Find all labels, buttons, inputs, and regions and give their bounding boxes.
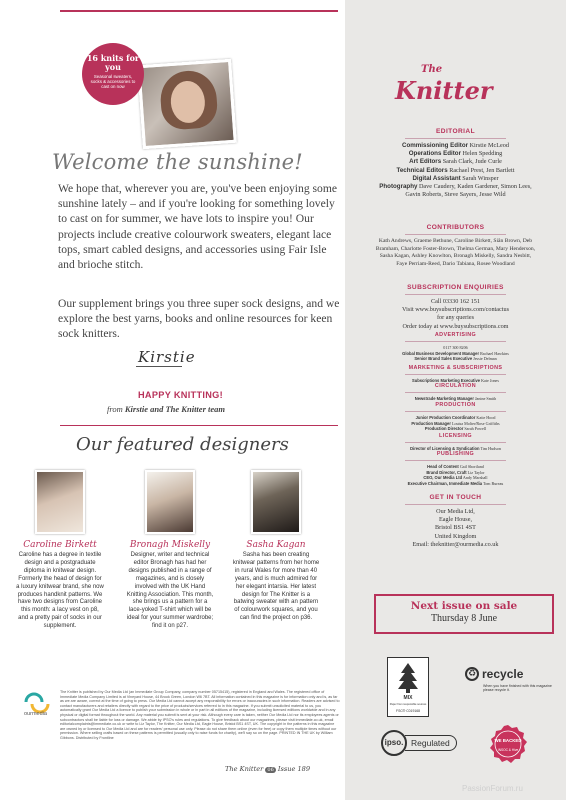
role: Art Editors bbox=[409, 158, 442, 166]
next-issue-box bbox=[374, 594, 554, 634]
designer-photo bbox=[251, 470, 301, 534]
contributors-section bbox=[345, 224, 566, 268]
advertising-line bbox=[345, 356, 566, 362]
role: Production Director bbox=[424, 426, 464, 431]
recycle-row bbox=[465, 667, 555, 681]
watermark: PassionForum.ru bbox=[462, 784, 523, 793]
intro-paragraph-2: Our supplement brings you three super sock designs, and we explore the best yarns, books and online resources for keen sock knitters. bbox=[58, 297, 340, 341]
from-prefix: from bbox=[107, 404, 123, 414]
production-section bbox=[345, 402, 566, 432]
we-backed-badge-icon bbox=[488, 724, 528, 764]
contributors-list: Kath Andrews, Graeme Bethune, Caroline Birkett, Siân Brown, Deb Bramham, Charlotte Foster-Brown, Thelma German, Mary Henderson, Sasha Kagan, Ashley Knowlton, Bronagh Miskelly, Sandra Nesbitt, Faye Perriam-Reed, Dario Tabiana, Rosee Woodland bbox=[375, 238, 536, 267]
person: Liz Taylor bbox=[467, 469, 485, 475]
person: Tim Hudson bbox=[480, 446, 501, 451]
role: Global Business Development Manager bbox=[402, 350, 480, 356]
role: Operations Editor bbox=[408, 150, 461, 158]
licensing-section bbox=[345, 433, 566, 452]
ipso-logo-icon: ipso. bbox=[381, 730, 407, 756]
editorial-line bbox=[345, 175, 566, 183]
editorial-section bbox=[345, 128, 566, 199]
designer-card[interactable] bbox=[232, 470, 320, 623]
logo-the: The bbox=[421, 64, 443, 75]
contributors-heading: CONTRIBUTORS bbox=[426, 224, 485, 231]
production-heading: PRODUCTION bbox=[435, 402, 476, 408]
contact-email[interactable]: Email: theknitter@ourmedia.co.uk bbox=[412, 540, 499, 548]
fsc-mix: MIX bbox=[403, 695, 413, 701]
editorial-line bbox=[345, 150, 566, 158]
fsc-logo-icon bbox=[387, 657, 429, 717]
role: Director of Licensing & Syndication bbox=[410, 446, 480, 451]
contact-heading: GET IN TOUCH bbox=[429, 494, 482, 501]
address-line: United Kingdom bbox=[434, 532, 477, 540]
role: Head of Content bbox=[427, 464, 459, 469]
logo-knitter: Knitter bbox=[395, 76, 493, 105]
editor-signature: Kirstie bbox=[138, 348, 196, 366]
badge-subtitle: Seasonal sweaters, socks & accessories to cast on now bbox=[90, 74, 136, 90]
role: Technical Editors bbox=[396, 166, 448, 174]
intro-paragraph-1: We hope that, wherever you are, you've been enjoying some sunshine lately – and if you're looking for something lovely to cast on for summer, we have lots to inspire you! Our projects include creative colourwork sweaters, elegant lace tops, smart cabled designs, and accessories using Fair Isle and brioche stitch. bbox=[58, 182, 337, 272]
editorial-line bbox=[345, 158, 566, 166]
section-rule bbox=[405, 442, 506, 443]
address-line: Our Media Ltd, bbox=[436, 508, 475, 515]
section-rule bbox=[405, 234, 506, 235]
recycle-text: recycle bbox=[482, 667, 524, 681]
footer-title: The Knitter bbox=[225, 765, 264, 773]
role: Newstrade Marketing Manager bbox=[414, 396, 474, 401]
person: Tom Bureau bbox=[483, 480, 504, 486]
designer-bio: Caroline has a degree in textile design and a postgraduate diploma in knitwear design. Formerly the head of design for a luxury knitwear brand, she now produces handknit patterns. We have two designs from Caroline this month: a lacy vest on p8, and a pretty pair of socks in our supplement. bbox=[16, 552, 104, 630]
production-line bbox=[345, 426, 566, 432]
advertising-section bbox=[345, 332, 566, 362]
person: Gail Shortland bbox=[459, 464, 484, 469]
designer-bio: Sasha has been creating knitwear patterns from her home in rural Wales for more than 40 years, and is much admired for her elegant intarsia. Her latest design for The Knitter is a batwing sweater with an pattern of colourwork squares, and you can find the project on p36. bbox=[232, 552, 320, 622]
role: Subscriptions Marketing Executive bbox=[412, 378, 481, 383]
recycle-badge bbox=[465, 667, 555, 693]
person: Louisa Molter/Rose Griffiths bbox=[451, 420, 500, 426]
section-rule bbox=[405, 374, 506, 375]
top-rule bbox=[60, 10, 338, 12]
designer-photo bbox=[145, 470, 195, 534]
issue-number: Issue 189 bbox=[277, 765, 311, 773]
ourmedia-wordmark: ourmedia bbox=[24, 711, 47, 716]
subscription-order[interactable]: Order today at www.buysubscriptions.com bbox=[402, 322, 509, 330]
editor-portrait bbox=[137, 59, 237, 149]
recycle-subtext: When you have finished with this magazine please recycle it. bbox=[483, 684, 552, 693]
fsc-text: Paper from responsible sources bbox=[389, 703, 427, 706]
circulation-section bbox=[345, 383, 566, 402]
person: Sarah Winsper bbox=[462, 174, 499, 182]
role: Digital Assistant bbox=[412, 174, 461, 182]
circulation-heading: CIRCULATION bbox=[434, 383, 477, 389]
address-line: Bristol BS1 4ST bbox=[435, 524, 476, 532]
role: Senior Brand Sales Executive bbox=[414, 356, 473, 361]
section-rule bbox=[405, 504, 506, 505]
signature-underline bbox=[136, 366, 182, 367]
next-issue-date: Thursday 8 June bbox=[430, 613, 498, 624]
role: Executive Chairman, Immediate Media bbox=[407, 480, 483, 486]
subscription-visit[interactable]: Visit www.buysubscriptions.com/contactus bbox=[402, 306, 509, 314]
person: Dave Caudery, Kaden Gardener, Simon Lees, Gavin Roberts, Steve Sayers, Jesse Wild bbox=[405, 183, 532, 199]
role: Brand Director, Craft bbox=[426, 469, 467, 475]
person: Sarah Clark, Jude Curle bbox=[442, 158, 502, 166]
designer-bio: Designer, writer and technical editor Bronagh has had her designs published in a range of magazines, and is closely involved with the UK Hand Knitting Association. This month, she brings us a pattern for a lace-yoked T-shirt which will be ideal for your summer wardrobe; find it on p27. bbox=[126, 552, 214, 630]
section-rule bbox=[405, 411, 506, 412]
subscription-queries: for any queries bbox=[436, 314, 475, 322]
person: Jessie Delman bbox=[473, 356, 497, 361]
person: Sarah Powell bbox=[464, 426, 487, 431]
person: Janine Smith bbox=[474, 396, 497, 401]
subscription-call: Call 03330 162 151 bbox=[431, 298, 480, 305]
person: Kirstie McLeod bbox=[469, 142, 509, 149]
designer-card[interactable] bbox=[126, 470, 214, 631]
role: Production Manager bbox=[411, 420, 451, 426]
person: Andy Marshall bbox=[462, 475, 488, 480]
advertising-phone: 0117 300 8206 bbox=[443, 345, 468, 350]
page-footer bbox=[225, 765, 310, 773]
editorial-line bbox=[345, 183, 566, 199]
role: Commissioning Editor bbox=[402, 142, 469, 149]
we-backed-text: WE BACKED bbox=[494, 738, 522, 743]
subscription-heading: SUBSCRIPTION ENQUIRIES bbox=[407, 284, 504, 291]
editorial-line bbox=[345, 167, 566, 175]
role: Junior Production Coordinator bbox=[415, 415, 476, 420]
knits-badge[interactable] bbox=[82, 43, 144, 105]
address-line: Eagle House, bbox=[439, 516, 472, 524]
section-rule bbox=[405, 294, 506, 295]
circulation-line bbox=[345, 396, 566, 402]
insoc-text: INSOC & Hive bbox=[497, 748, 519, 752]
person: Rachael Prest, Jen Bartlett bbox=[449, 166, 515, 174]
happy-knitting: HAPPY KNITTING! bbox=[138, 390, 223, 400]
section-rule bbox=[405, 138, 506, 139]
subscription-section bbox=[345, 284, 566, 331]
fsc-code: FSC® C019168 bbox=[396, 709, 420, 713]
designer-name: Caroline Birkett bbox=[23, 540, 97, 550]
publishing-heading: PUBLISHING bbox=[436, 451, 475, 457]
ourmedia-logo bbox=[22, 690, 52, 716]
featured-rule bbox=[60, 425, 338, 426]
from-line bbox=[107, 404, 225, 414]
small-print: The Knitter is published by Our Media Ltd (an Immediate Group Company, company number 05715415), registered in England and Wales. The registered office of Immediate Media Company Limited is at Vineyard House, 44 Brook Green, London W6 7BT. All information contained in this magazine is for information only and is, as far as we are aware, correct at the time of going to press. Our Media Ltd cannot accept any responsibility for errors or inaccuracies in such information. Readers are advised to contact manufacturers and retailers directly with regard to the price of products/services referred to in this magazine. If you submit unsolicited material to us, you automatically grant Our Media Ltd a licence to publish your submission in whole or in part in all editions of the magazine, including licensed editions worldwide and in any physical or digital format throughout the world. Any material you submit is sent at your risk. Although every care is taken, neither Our Media Ltd nor its employees agents or subcontractors shall be liable for loss or damage. We abide by IPSO's rules and regulations. To give feedback about our magazines, please visit immediate.co.uk, email editorialcomplaints@immediate.co.uk or write to Liz Taylor, The Knitter, Our Media Ltd, Eagle House, Bristol BS1 4ST, UK. The copyright in the patterns in this magazine are owned by or licensed to Our Media Ltd and are for readers' personal use only. Please do not share them online (even for free) or copy them multiple times without our permission. Where selling crafts based on these patterns is permitted (usually only to raise funds for charity), we'll say so on the page. PRINTED IN THE UK by William Gibbons. Distributed by Frontline bbox=[60, 690, 340, 740]
featured-title: Our featured designers bbox=[76, 434, 289, 455]
person: Helen Spedding bbox=[462, 150, 503, 158]
section-rule bbox=[405, 392, 506, 393]
publishing-line bbox=[345, 481, 566, 487]
recycle-icon: ♻ bbox=[465, 667, 479, 681]
ipso-badge bbox=[381, 730, 471, 756]
page-number: 06 bbox=[267, 767, 274, 773]
designer-card[interactable] bbox=[16, 470, 104, 631]
ipso-regulated: Regulated bbox=[405, 735, 457, 751]
role: Photography bbox=[379, 183, 418, 191]
next-issue-title: Next issue on sale bbox=[410, 600, 518, 612]
editorial-line bbox=[345, 142, 566, 150]
person: Kate Jones bbox=[481, 378, 499, 383]
marketing-section bbox=[345, 365, 566, 384]
section-rule bbox=[405, 460, 506, 461]
welcome-heading: Welcome the sunshine! bbox=[52, 150, 303, 174]
marketing-heading: MARKETING & SUBSCRIPTIONS bbox=[408, 365, 503, 371]
designer-name: Bronagh Miskelly bbox=[129, 540, 211, 550]
designer-name: Sasha Kagan bbox=[246, 540, 306, 550]
role: CEO, Our Media Ltd bbox=[423, 475, 463, 480]
person: Katie Hood bbox=[476, 415, 496, 420]
badge-title: 16 knits for you bbox=[86, 53, 140, 72]
person: Rachael Hawkins bbox=[480, 350, 509, 356]
advertising-heading: ADVERTISING bbox=[434, 332, 477, 338]
publishing-section bbox=[345, 451, 566, 486]
licensing-heading: LICENSING bbox=[439, 433, 472, 439]
designer-photo bbox=[35, 470, 85, 534]
editorial-heading: EDITORIAL bbox=[435, 128, 475, 135]
contact-section bbox=[345, 494, 566, 549]
section-rule bbox=[405, 341, 506, 342]
from-names: Kirstie and The Knitter team bbox=[124, 404, 225, 414]
